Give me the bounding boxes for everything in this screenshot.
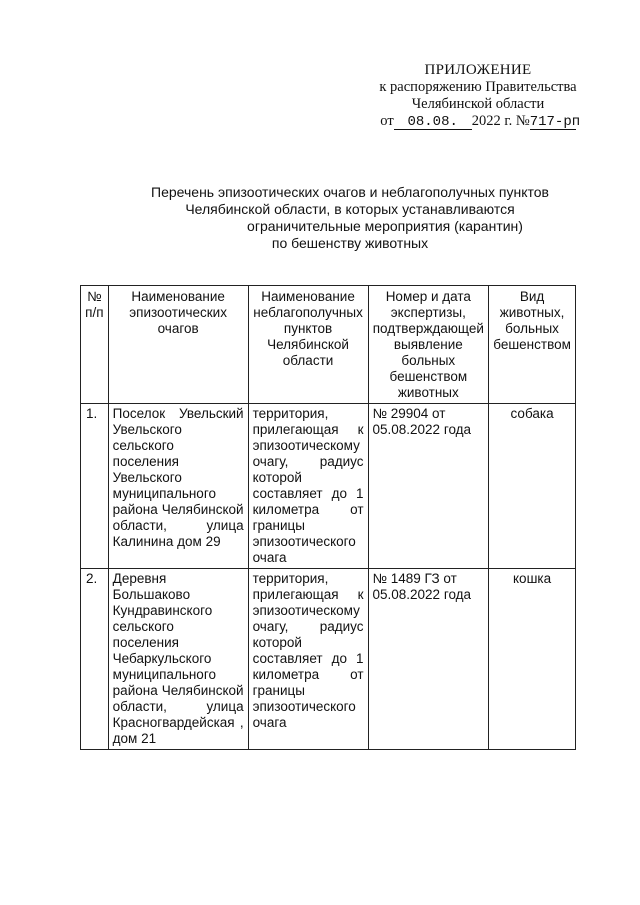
expertise-info: № 29904 от 05.08.2022 года	[368, 404, 489, 569]
territory-description: территория, прилегающая к эпизоотическому очагу, радиус которой составляет до 1 километра от границы эпизоотического очага	[248, 569, 368, 750]
header-foci-name: Наименование эпизоотических очагов	[108, 286, 248, 404]
foci-table	[80, 285, 576, 750]
date-suffix: 2022 г. №	[471, 113, 530, 129]
order-number: 717-рп	[529, 114, 581, 130]
appendix-block	[368, 62, 588, 130]
row-number: 2.	[81, 569, 109, 750]
appendix-line-1: к распоряжению Правительства	[379, 79, 577, 95]
title-line-1: Перечень эпизоотических очагов и неблагополучных пунктов	[151, 184, 549, 200]
date-prefix: от	[380, 113, 394, 129]
header-points-name: Наименование неблагополучных пунктов Челябинской области	[248, 286, 368, 404]
appendix-heading: ПРИЛОЖЕНИЕ	[424, 62, 532, 78]
title-line-4: по бешенству животных	[271, 235, 429, 251]
focus-name: Деревня Большаково Кундравинского сельского поселения Чебаркульского муниципального района Челябинской области, улица Красногвардейская , дом 21	[108, 569, 248, 750]
document-title	[150, 184, 550, 252]
animal-type: кошка	[489, 569, 576, 750]
table-row	[81, 569, 576, 750]
focus-name: Поселок Увельский Увельского сельского поселения Увельского муниципального района Челябинской области, улица Калинина дом 29	[108, 404, 248, 569]
appendix-line-2: Челябинской области	[411, 96, 545, 112]
header-number: № п/п	[81, 286, 109, 404]
table-header-row	[81, 286, 576, 404]
title-line-2: Челябинской области, в которых устанавливаются	[185, 201, 515, 217]
title-line-3: ограничительные мероприятия (карантин)	[247, 218, 523, 234]
header-expertise: Номер и дата экспертизы, подтверждающей выявление больных бешенством животных	[368, 286, 489, 404]
date-value: 08.08.	[394, 115, 472, 130]
expertise-info: № 1489 ГЗ от 05.08.2022 года	[368, 569, 489, 750]
header-animal-type: Вид животных, больных бешенством	[489, 286, 576, 404]
row-number: 1.	[81, 404, 109, 569]
territory-description: территория, прилегающая к эпизоотическому очагу, радиус которой составляет до 1 километра от границы эпизоотического очага	[248, 404, 368, 569]
animal-type: собака	[489, 404, 576, 569]
table-row	[81, 404, 576, 569]
appendix-date-line	[368, 113, 588, 130]
